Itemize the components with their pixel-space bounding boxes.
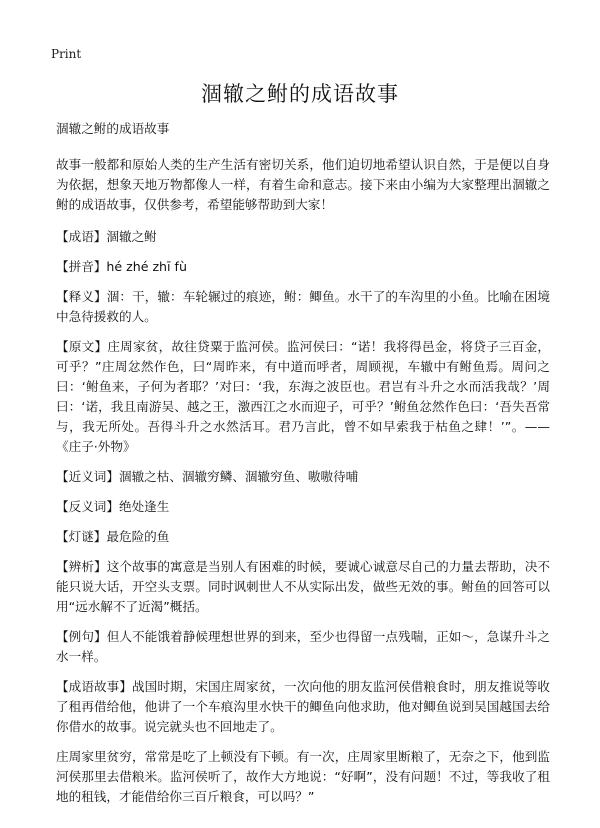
section-label: 【近义词】: [56, 469, 119, 484]
section-analysis: [56, 557, 550, 617]
section-text: 但人不能饿着静候理想世界的到来，至少也得留一点残喘，正如～，急谋升斗之水一样。: [56, 629, 551, 664]
article-body: [56, 119, 550, 817]
section-example: [56, 627, 550, 667]
story-paragraph: [56, 747, 550, 807]
section-pinyin: [56, 257, 550, 277]
section-definition: [56, 287, 550, 327]
section-synonyms: [56, 467, 550, 487]
section-label: 【反义词】: [56, 499, 119, 514]
section-text: 涸：干，辙：车轮辗过的痕迹，鲋：鲫鱼。水干了的车沟里的小鱼。比喻在困境中急待援救的人。: [56, 289, 551, 324]
section-label: 【辨析】: [56, 559, 107, 574]
section-text: 战国时期，宋国庄周家贫，一次向他的朋友监河侯借粮食时，朋友推说等收了租再借给他，他讲了一个车痕沟里水快干的鲫鱼向他求助，他对鲫鱼说到吴国越国去给你借水的故事。说完就头也不回地走了。: [56, 679, 551, 734]
section-text: 涸辙之枯、涸辙穷鳞、涸辙穷鱼、嗷嗷待哺: [118, 469, 359, 484]
section-text: 庄周家里贫穷，常常是吃了上顿没有下顿。有一次，庄周家里断粮了，无奈之下，他到监河侯那里去借粮米。监河侯听了，故作大方地说：“好啊”，没有问题！不过，等我收了租地的租钱，才能借给你三百斤粮食，可以吗？”: [56, 749, 550, 804]
intro-paragraph: 故事一般都和原始人类的生产生活有密切关系，他们迫切地希望认识自然，于是便以自身为依据，想象天地万物都像人一样，有着生命和意志。接下来由小编为大家整理出涸辙之鲋的成语故事，仅供参考，希望能够帮助到大家！: [56, 157, 550, 212]
section-riddle: [56, 527, 550, 547]
section-original-text: [56, 337, 550, 457]
section-antonyms: [56, 497, 550, 517]
section-story: [56, 677, 550, 737]
section-idiom: [56, 227, 550, 247]
section-label: 【成语故事】: [56, 679, 133, 694]
section-text: 涸辙之鲋: [106, 229, 157, 244]
section-label: 【灯谜】: [56, 529, 107, 544]
section-text: 这个故事的寓意是当别人有困难的时候，要诚心诚意尽自己的力量去帮助，决不能只说大话，开空头支票。同时讽刺世人不从实际出发，做些无效的事。鲋鱼的回答可以用“远水解不了近渴”概括。: [56, 559, 551, 614]
section-label: 【释义】: [56, 289, 107, 304]
section-text: 绝处逢生: [118, 499, 170, 514]
section-text: hé zhé zhī fù: [106, 259, 187, 274]
article-subtitle: 涸辙之鲋的成语故事: [56, 121, 170, 136]
section-text: 最危险的鱼: [106, 529, 170, 544]
section-text: 庄周家贫，故往贷粟于监河侯。监河侯曰：“诺！我将得邑金，将贷子三百金，可乎？”庄周忿然作色，曰“周昨来，有中道而呼者，周顾视，车辙中有鲋鱼焉。周问之曰：‘鲋鱼来，子何为者耶？’对曰：‘我，东海之波臣也。君岂有斗升之水而活我哉？’周曰：‘诺，我且南游吴、越之王，激西江之水而迎子，可乎？’鲋鱼忿然作色曰：‘吾失吾常与，我无所处。吾得斗升之水然活耳。君乃言此，曾不如早索我于枯鱼之肆！’”。——《庄子·外物》: [56, 339, 550, 454]
section-label: 【成语】: [56, 229, 107, 244]
print-link[interactable]: Print: [51, 47, 82, 61]
section-label: 【拼音】: [56, 259, 107, 274]
section-label: 【例句】: [56, 629, 107, 644]
section-label: 【原文】: [56, 339, 108, 354]
page-title: 涸辙之鲋的成语故事: [201, 82, 399, 106]
